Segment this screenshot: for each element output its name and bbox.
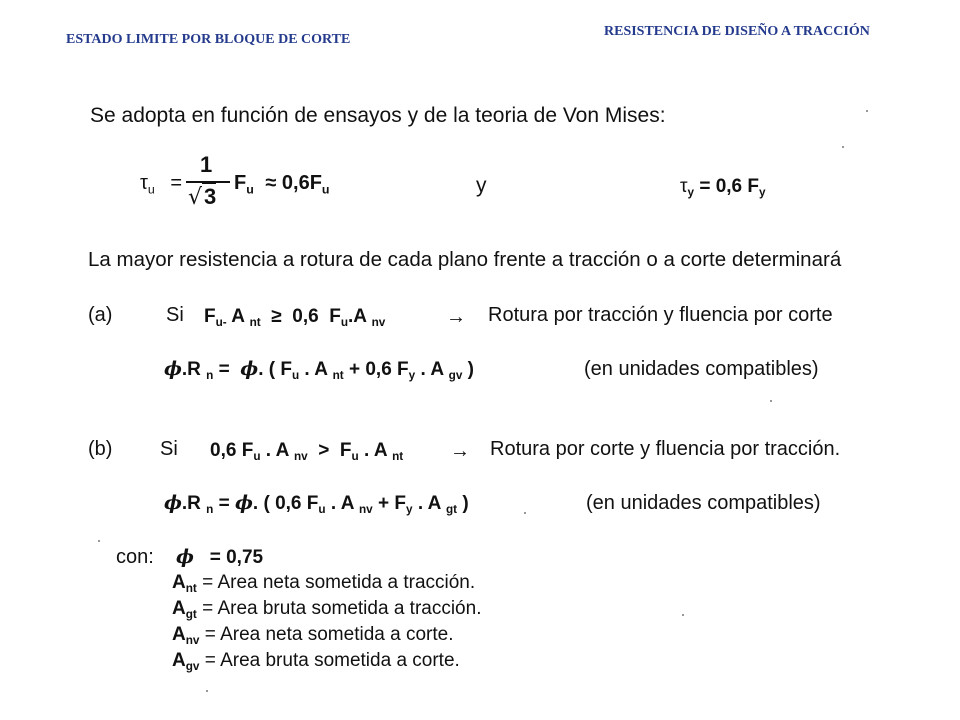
tau-y-formula: $\tau_y = 0,6$ $F_y$ bbox=[680, 176, 766, 200]
header-left-title: ESTADO LIMITE POR BLOQUE DE CORTE bbox=[66, 32, 351, 47]
case-b-arrow: → bbox=[450, 440, 470, 462]
phi-definition: ϕ = 0,75 bbox=[176, 546, 264, 568]
case-a-design-formula: ϕ.R $_n$ = ϕ. ( $F_u$ . A $_{nt}$ + 0,6 $F_y$ . A $_{gv}$ ) bbox=[164, 358, 474, 383]
scan-speck bbox=[770, 400, 772, 402]
case-b-result: Rotura por corte y fluencia por tracción. bbox=[490, 438, 841, 460]
scan-speck bbox=[98, 540, 100, 542]
scan-speck bbox=[866, 110, 868, 112]
scan-speck bbox=[682, 614, 684, 616]
con-label: con: bbox=[116, 546, 154, 568]
sentence-text: La mayor resistencia a rotura de cada plano frente a tracción o a corte determinará bbox=[88, 248, 842, 271]
conjunction-y: y bbox=[476, 174, 487, 197]
case-b-label: (b) bbox=[88, 438, 113, 460]
case-a-result: Rotura por tracción y fluencia por corte bbox=[488, 304, 833, 326]
header-right-title: RESISTENCIA DE DISEÑO A TRACCIÓN bbox=[604, 24, 870, 39]
tau-u-lhs: $\tau_u$ = bbox=[140, 172, 183, 197]
scan-speck bbox=[842, 146, 844, 148]
case-b-units: (en unidades compatibles) bbox=[586, 492, 821, 514]
case-b-design-formula: ϕ.R $_n$ = ϕ. ( 0,6 $F_u$ . A $_{nv} + F_y$ . A $_{gt}$ ) bbox=[164, 492, 469, 517]
tau-u-rhs: $F_u \approx 0,6F_u$ bbox=[234, 172, 330, 197]
case-a-units: (en unidades compatibles) bbox=[584, 358, 819, 380]
case-a-condition: $F_{u-}$ A $_{nt}$ ≥ 0,6 $F_u.A$ $_{nv}$ bbox=[204, 306, 386, 330]
case-b-si: Si bbox=[160, 438, 178, 460]
definition-a-gt: $A_{gt}$ = Area bruta sometida a tracción. bbox=[172, 598, 482, 622]
case-b-condition: 0,6 $F_u$ . A $_{nv} > F_u$ . A $_{nt}$ bbox=[210, 440, 404, 464]
case-a-arrow: → bbox=[446, 306, 466, 328]
definition-a-nv: $A_{nv}$ = Area neta sometida a corte. bbox=[172, 624, 454, 648]
case-a-label: (a) bbox=[88, 304, 113, 326]
scan-speck bbox=[524, 512, 526, 514]
case-a-si: Si bbox=[166, 304, 184, 326]
definition-a-nt: $A_{nt}$ = Area neta sometida a tracción. bbox=[172, 572, 476, 596]
intro-text: Se adopta en función de ensayos y de la teoria de Von Mises: bbox=[90, 104, 666, 127]
fraction-one-over-root3: 1 √3 bbox=[186, 152, 230, 216]
scan-speck bbox=[206, 690, 208, 692]
definition-a-gv: $A_{gv}$ = Area bruta sometida a corte. bbox=[172, 650, 460, 674]
